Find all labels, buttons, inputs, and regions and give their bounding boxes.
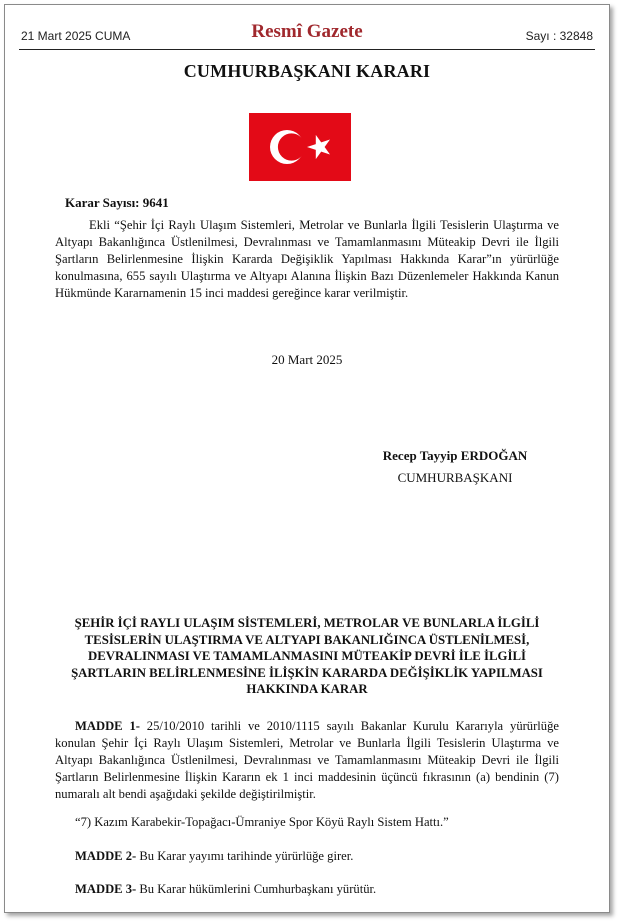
decision-date: 20 Mart 2025: [271, 352, 343, 367]
gazette-header: [21, 19, 593, 47]
signer-last-name: ERDOĞAN: [460, 448, 528, 463]
article-2: [55, 848, 559, 865]
article-label: MADDE 3-: [75, 882, 137, 896]
intro-paragraph: Ekli “Şehir İçi Raylı Ulaşım Sistemleri, Metrolar ve Bunlarla İlgili Tesislerin Ulaştırma ve Altyapı Bakanlığınca Üstlenilmesi, Devralınması ve Tamamlanmasını Müteakip Devri ile İlgili Şartların Belirlenmesine İlişkin Kararda Değişiklik Yapılması Hakkında Karar”ın yürürlüğe konulmasına, 655 sayılı Ulaştırma ve Altyapı Alanına İlişkin Bazı Düzenlemeler Hakkında Kanun Hükmünde Kararnamenin 15 inci maddesi gereğince karar verilmiştir.: [55, 218, 559, 300]
signature-block: [355, 445, 555, 489]
article-text: Bu Karar hükümlerini Cumhurbaşkanı yürütür.: [136, 882, 377, 896]
gazette-title: Resmî Gazete: [251, 21, 363, 42]
header-date: 21 Mart 2025 CUMA: [21, 29, 131, 43]
decision-number: Karar Sayısı: 9641: [65, 195, 169, 210]
article-label: MADDE 1-: [75, 719, 140, 733]
turkish-flag-icon: [249, 113, 351, 181]
header-divider: [19, 49, 595, 50]
signer-name: [355, 445, 555, 467]
decree-type-heading: CUMHURBAŞKANI KARARI: [183, 61, 431, 81]
article-1: [55, 718, 559, 803]
issue-number: Sayı : 32848: [525, 29, 593, 43]
article-label: MADDE 2-: [75, 849, 137, 863]
quoted-item: “7) Kazım Karabekir-Topağacı-Ümraniye Spor Köyü Raylı Sistem Hattı.”: [75, 815, 449, 829]
signer-title: CUMHURBAŞKANI: [397, 470, 513, 485]
regulation-title: ŞEHİR İÇİ RAYLI ULAŞIM SİSTEMLERİ, METROLAR VE BUNLARLA İLGİLİ TESİSLERİN ULAŞTIRMA VE ALTYAPI BAKANLIĞINCA ÜSTLENİLMESİ, DEVRALINMASI VE TAMAMLANMASINI MÜTEAKİP DEVRİ İLE İLGİLİ ŞARTLARIN BELİRLENMESİNE İLİŞKİN KARARDA DEĞİŞİKLİK YAPILMASI HAKKINDA KARAR: [71, 616, 543, 696]
article-3: [55, 881, 559, 898]
article-text: Bu Karar yayımı tarihinde yürürlüğe girer.: [136, 849, 354, 863]
article-text: 25/10/2010 tarihli ve 2010/1115 sayılı Bakanlar Kurulu Kararıyla yürürlüğe konulan Şehir İçi Raylı Ulaşım Sistemleri, Metrolar ve Bunlarla İlgili Tesislerin Ulaştırma ve Altyapı Bakanlığınca Üstlenilmesi, Devralınması ve Tamamlanmasını Müteakip Devri ile İlgili Şartların Belirlenmesine İlişkin Kararın ek 1 inci maddesinin üçüncü fıkrasının (a) bendinin (7) numaralı alt bendi aşağıdaki şekilde değiştirilmiştir.: [55, 719, 559, 801]
signer-first-name: Recep Tayyip: [382, 448, 461, 463]
gazette-page: [4, 4, 610, 913]
